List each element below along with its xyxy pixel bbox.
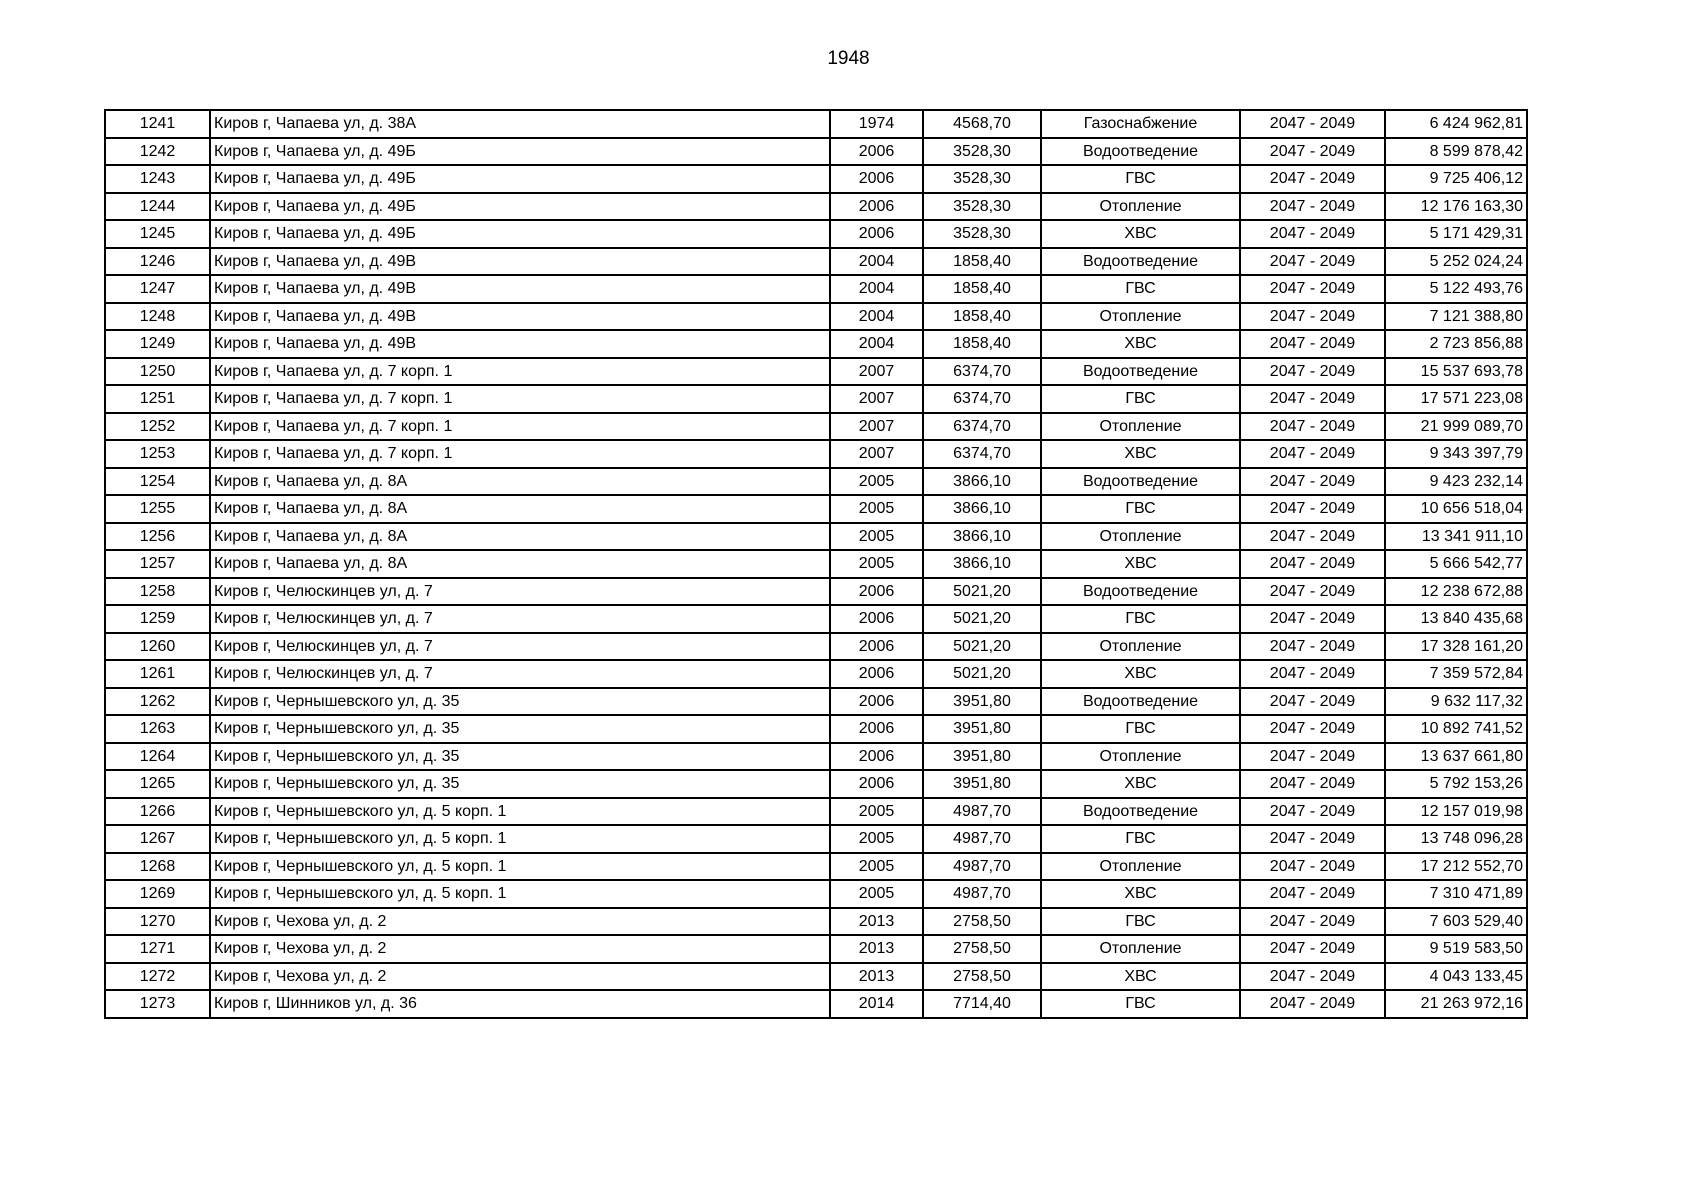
row-number-cell: 1243 bbox=[105, 165, 210, 193]
address-cell: Киров г, Чапаева ул, д. 8А bbox=[210, 523, 830, 551]
year-built-cell: 2004 bbox=[830, 330, 923, 358]
area-cell: 3866,10 bbox=[923, 468, 1041, 496]
row-number-cell: 1267 bbox=[105, 825, 210, 853]
address-cell: Киров г, Чернышевского ул, д. 5 корп. 1 bbox=[210, 853, 830, 881]
period-cell: 2047 - 2049 bbox=[1240, 633, 1385, 661]
table-row bbox=[105, 963, 1527, 991]
cost-cell: 17 571 223,08 bbox=[1385, 385, 1527, 413]
service-type-cell: Отопление bbox=[1041, 935, 1240, 963]
cost-cell: 12 157 019,98 bbox=[1385, 798, 1527, 826]
year-built-cell: 2007 bbox=[830, 385, 923, 413]
address-cell: Киров г, Чапаева ул, д. 49В bbox=[210, 303, 830, 331]
cost-cell: 9 725 406,12 bbox=[1385, 165, 1527, 193]
row-number-cell: 1264 bbox=[105, 743, 210, 771]
period-cell: 2047 - 2049 bbox=[1240, 743, 1385, 771]
cost-cell: 8 599 878,42 bbox=[1385, 138, 1527, 166]
row-number-cell: 1270 bbox=[105, 908, 210, 936]
year-built-cell: 2013 bbox=[830, 935, 923, 963]
year-built-cell: 2006 bbox=[830, 633, 923, 661]
cost-cell: 10 892 741,52 bbox=[1385, 715, 1527, 743]
area-cell: 3951,80 bbox=[923, 688, 1041, 716]
period-cell: 2047 - 2049 bbox=[1240, 330, 1385, 358]
row-number-cell: 1261 bbox=[105, 660, 210, 688]
period-cell: 2047 - 2049 bbox=[1240, 798, 1385, 826]
cost-cell: 9 632 117,32 bbox=[1385, 688, 1527, 716]
year-built-cell: 2007 bbox=[830, 358, 923, 386]
table-row bbox=[105, 413, 1527, 441]
row-number-cell: 1263 bbox=[105, 715, 210, 743]
row-number-cell: 1262 bbox=[105, 688, 210, 716]
period-cell: 2047 - 2049 bbox=[1240, 165, 1385, 193]
row-number-cell: 1254 bbox=[105, 468, 210, 496]
area-cell: 6374,70 bbox=[923, 440, 1041, 468]
table-row bbox=[105, 935, 1527, 963]
period-cell: 2047 - 2049 bbox=[1240, 825, 1385, 853]
row-number-cell: 1250 bbox=[105, 358, 210, 386]
table-row bbox=[105, 358, 1527, 386]
address-cell: Киров г, Чапаева ул, д. 7 корп. 1 bbox=[210, 358, 830, 386]
table-row bbox=[105, 275, 1527, 303]
year-built-cell: 2005 bbox=[830, 468, 923, 496]
row-number-cell: 1273 bbox=[105, 990, 210, 1018]
address-cell: Киров г, Чехова ул, д. 2 bbox=[210, 908, 830, 936]
area-cell: 6374,70 bbox=[923, 358, 1041, 386]
table-row bbox=[105, 798, 1527, 826]
period-cell: 2047 - 2049 bbox=[1240, 990, 1385, 1018]
year-built-cell: 2004 bbox=[830, 248, 923, 276]
cost-cell: 5 122 493,76 bbox=[1385, 275, 1527, 303]
service-type-cell: ГВС bbox=[1041, 385, 1240, 413]
period-cell: 2047 - 2049 bbox=[1240, 220, 1385, 248]
row-number-cell: 1255 bbox=[105, 495, 210, 523]
area-cell: 3528,30 bbox=[923, 220, 1041, 248]
row-number-cell: 1256 bbox=[105, 523, 210, 551]
address-cell: Киров г, Чапаева ул, д. 8А bbox=[210, 495, 830, 523]
area-cell: 3866,10 bbox=[923, 550, 1041, 578]
address-cell: Киров г, Челюскинцев ул, д. 7 bbox=[210, 578, 830, 606]
service-type-cell: ХВС bbox=[1041, 660, 1240, 688]
period-cell: 2047 - 2049 bbox=[1240, 385, 1385, 413]
cost-cell: 9 343 397,79 bbox=[1385, 440, 1527, 468]
table-row bbox=[105, 688, 1527, 716]
area-cell: 4987,70 bbox=[923, 798, 1041, 826]
service-type-cell: ХВС bbox=[1041, 550, 1240, 578]
table-row bbox=[105, 220, 1527, 248]
table-row bbox=[105, 468, 1527, 496]
table-row bbox=[105, 743, 1527, 771]
row-number-cell: 1241 bbox=[105, 110, 210, 138]
period-cell: 2047 - 2049 bbox=[1240, 880, 1385, 908]
year-built-cell: 2004 bbox=[830, 303, 923, 331]
period-cell: 2047 - 2049 bbox=[1240, 935, 1385, 963]
area-cell: 3951,80 bbox=[923, 743, 1041, 771]
year-built-cell: 2006 bbox=[830, 743, 923, 771]
address-cell: Киров г, Чапаева ул, д. 8А bbox=[210, 468, 830, 496]
area-cell: 3951,80 bbox=[923, 770, 1041, 798]
address-cell: Киров г, Чернышевского ул, д. 5 корп. 1 bbox=[210, 880, 830, 908]
area-cell: 6374,70 bbox=[923, 385, 1041, 413]
address-cell: Киров г, Чапаева ул, д. 49В bbox=[210, 330, 830, 358]
service-type-cell: ГВС bbox=[1041, 605, 1240, 633]
period-cell: 2047 - 2049 bbox=[1240, 275, 1385, 303]
service-type-cell: ГВС bbox=[1041, 825, 1240, 853]
table-row bbox=[105, 633, 1527, 661]
row-number-cell: 1249 bbox=[105, 330, 210, 358]
area-cell: 5021,20 bbox=[923, 605, 1041, 633]
cost-cell: 21 999 089,70 bbox=[1385, 413, 1527, 441]
service-type-cell: ХВС bbox=[1041, 440, 1240, 468]
year-built-cell: 2007 bbox=[830, 440, 923, 468]
cost-cell: 13 840 435,68 bbox=[1385, 605, 1527, 633]
address-cell: Киров г, Чехова ул, д. 2 bbox=[210, 963, 830, 991]
address-cell: Киров г, Чернышевского ул, д. 35 bbox=[210, 688, 830, 716]
address-cell: Киров г, Чапаева ул, д. 49В bbox=[210, 248, 830, 276]
row-number-cell: 1252 bbox=[105, 413, 210, 441]
address-cell: Киров г, Чапаева ул, д. 49Б bbox=[210, 138, 830, 166]
service-type-cell: ГВС bbox=[1041, 715, 1240, 743]
area-cell: 6374,70 bbox=[923, 413, 1041, 441]
row-number-cell: 1265 bbox=[105, 770, 210, 798]
table-body bbox=[105, 110, 1527, 1018]
period-cell: 2047 - 2049 bbox=[1240, 715, 1385, 743]
cost-cell: 21 263 972,16 bbox=[1385, 990, 1527, 1018]
year-built-cell: 2005 bbox=[830, 798, 923, 826]
service-type-cell: ГВС bbox=[1041, 275, 1240, 303]
cost-cell: 17 328 161,20 bbox=[1385, 633, 1527, 661]
table-row bbox=[105, 248, 1527, 276]
cost-cell: 12 176 163,30 bbox=[1385, 193, 1527, 221]
cost-cell: 7 359 572,84 bbox=[1385, 660, 1527, 688]
service-type-cell: ГВС bbox=[1041, 908, 1240, 936]
row-number-cell: 1259 bbox=[105, 605, 210, 633]
table-row bbox=[105, 110, 1527, 138]
row-number-cell: 1242 bbox=[105, 138, 210, 166]
area-cell: 1858,40 bbox=[923, 248, 1041, 276]
year-built-cell: 1974 bbox=[830, 110, 923, 138]
period-cell: 2047 - 2049 bbox=[1240, 110, 1385, 138]
area-cell: 1858,40 bbox=[923, 303, 1041, 331]
period-cell: 2047 - 2049 bbox=[1240, 468, 1385, 496]
row-number-cell: 1253 bbox=[105, 440, 210, 468]
service-type-cell: Водоотведение bbox=[1041, 248, 1240, 276]
page-number: 1948 bbox=[827, 48, 870, 69]
service-type-cell: Водоотведение bbox=[1041, 358, 1240, 386]
address-cell: Киров г, Чапаева ул, д. 49Б bbox=[210, 220, 830, 248]
row-number-cell: 1260 bbox=[105, 633, 210, 661]
cost-cell: 13 748 096,28 bbox=[1385, 825, 1527, 853]
cost-cell: 10 656 518,04 bbox=[1385, 495, 1527, 523]
year-built-cell: 2006 bbox=[830, 660, 923, 688]
table-row bbox=[105, 853, 1527, 881]
service-type-cell: ГВС bbox=[1041, 495, 1240, 523]
service-type-cell: Отопление bbox=[1041, 303, 1240, 331]
address-cell: Киров г, Чернышевского ул, д. 35 bbox=[210, 715, 830, 743]
table-row bbox=[105, 770, 1527, 798]
address-cell: Киров г, Чапаева ул, д. 49Б bbox=[210, 193, 830, 221]
service-type-cell: Отопление bbox=[1041, 413, 1240, 441]
area-cell: 4568,70 bbox=[923, 110, 1041, 138]
area-cell: 2758,50 bbox=[923, 908, 1041, 936]
table-row bbox=[105, 165, 1527, 193]
table-row bbox=[105, 138, 1527, 166]
area-cell: 3528,30 bbox=[923, 165, 1041, 193]
period-cell: 2047 - 2049 bbox=[1240, 193, 1385, 221]
cost-cell: 7 603 529,40 bbox=[1385, 908, 1527, 936]
area-cell: 3866,10 bbox=[923, 495, 1041, 523]
row-number-cell: 1271 bbox=[105, 935, 210, 963]
period-cell: 2047 - 2049 bbox=[1240, 660, 1385, 688]
table-row bbox=[105, 578, 1527, 606]
service-type-cell: Водоотведение bbox=[1041, 578, 1240, 606]
service-type-cell: Отопление bbox=[1041, 193, 1240, 221]
service-type-cell: Водоотведение bbox=[1041, 468, 1240, 496]
address-cell: Киров г, Чернышевского ул, д. 35 bbox=[210, 770, 830, 798]
cost-cell: 15 537 693,78 bbox=[1385, 358, 1527, 386]
repair-schedule-table bbox=[104, 109, 1528, 1019]
address-cell: Киров г, Чехова ул, д. 2 bbox=[210, 935, 830, 963]
cost-cell: 9 519 583,50 bbox=[1385, 935, 1527, 963]
period-cell: 2047 - 2049 bbox=[1240, 688, 1385, 716]
service-type-cell: ХВС bbox=[1041, 770, 1240, 798]
year-built-cell: 2005 bbox=[830, 523, 923, 551]
area-cell: 5021,20 bbox=[923, 660, 1041, 688]
row-number-cell: 1246 bbox=[105, 248, 210, 276]
table-row bbox=[105, 825, 1527, 853]
table-row bbox=[105, 990, 1527, 1018]
cost-cell: 5 252 024,24 bbox=[1385, 248, 1527, 276]
period-cell: 2047 - 2049 bbox=[1240, 495, 1385, 523]
row-number-cell: 1266 bbox=[105, 798, 210, 826]
service-type-cell: Отопление bbox=[1041, 523, 1240, 551]
cost-cell: 9 423 232,14 bbox=[1385, 468, 1527, 496]
area-cell: 1858,40 bbox=[923, 330, 1041, 358]
cost-cell: 13 637 661,80 bbox=[1385, 743, 1527, 771]
address-cell: Киров г, Чапаева ул, д. 7 корп. 1 bbox=[210, 413, 830, 441]
service-type-cell: ХВС bbox=[1041, 880, 1240, 908]
address-cell: Киров г, Чапаева ул, д. 49Б bbox=[210, 165, 830, 193]
area-cell: 4987,70 bbox=[923, 825, 1041, 853]
table-row bbox=[105, 908, 1527, 936]
year-built-cell: 2005 bbox=[830, 550, 923, 578]
year-built-cell: 2005 bbox=[830, 825, 923, 853]
table-row bbox=[105, 193, 1527, 221]
cost-cell: 13 341 911,10 bbox=[1385, 523, 1527, 551]
year-built-cell: 2007 bbox=[830, 413, 923, 441]
row-number-cell: 1247 bbox=[105, 275, 210, 303]
cost-cell: 12 238 672,88 bbox=[1385, 578, 1527, 606]
service-type-cell: Водоотведение bbox=[1041, 688, 1240, 716]
cost-cell: 5 666 542,77 bbox=[1385, 550, 1527, 578]
period-cell: 2047 - 2049 bbox=[1240, 770, 1385, 798]
table-row bbox=[105, 385, 1527, 413]
area-cell: 2758,50 bbox=[923, 935, 1041, 963]
year-built-cell: 2006 bbox=[830, 138, 923, 166]
cost-cell: 2 723 856,88 bbox=[1385, 330, 1527, 358]
row-number-cell: 1258 bbox=[105, 578, 210, 606]
area-cell: 4987,70 bbox=[923, 880, 1041, 908]
address-cell: Киров г, Чапаева ул, д. 49В bbox=[210, 275, 830, 303]
address-cell: Киров г, Челюскинцев ул, д. 7 bbox=[210, 605, 830, 633]
year-built-cell: 2006 bbox=[830, 605, 923, 633]
table-row bbox=[105, 495, 1527, 523]
area-cell: 4987,70 bbox=[923, 853, 1041, 881]
year-built-cell: 2006 bbox=[830, 193, 923, 221]
period-cell: 2047 - 2049 bbox=[1240, 550, 1385, 578]
period-cell: 2047 - 2049 bbox=[1240, 605, 1385, 633]
table-row bbox=[105, 605, 1527, 633]
period-cell: 2047 - 2049 bbox=[1240, 853, 1385, 881]
period-cell: 2047 - 2049 bbox=[1240, 303, 1385, 331]
area-cell: 3528,30 bbox=[923, 193, 1041, 221]
service-type-cell: Отопление bbox=[1041, 633, 1240, 661]
year-built-cell: 2005 bbox=[830, 495, 923, 523]
cost-cell: 7 121 388,80 bbox=[1385, 303, 1527, 331]
service-type-cell: ГВС bbox=[1041, 165, 1240, 193]
row-number-cell: 1244 bbox=[105, 193, 210, 221]
area-cell: 3866,10 bbox=[923, 523, 1041, 551]
year-built-cell: 2006 bbox=[830, 770, 923, 798]
cost-cell: 17 212 552,70 bbox=[1385, 853, 1527, 881]
year-built-cell: 2013 bbox=[830, 908, 923, 936]
service-type-cell: Водоотведение bbox=[1041, 138, 1240, 166]
row-number-cell: 1257 bbox=[105, 550, 210, 578]
year-built-cell: 2004 bbox=[830, 275, 923, 303]
table-row bbox=[105, 303, 1527, 331]
address-cell: Киров г, Шинников ул, д. 36 bbox=[210, 990, 830, 1018]
year-built-cell: 2006 bbox=[830, 715, 923, 743]
cost-cell: 5 171 429,31 bbox=[1385, 220, 1527, 248]
table-row bbox=[105, 550, 1527, 578]
cost-cell: 6 424 962,81 bbox=[1385, 110, 1527, 138]
row-number-cell: 1272 bbox=[105, 963, 210, 991]
period-cell: 2047 - 2049 bbox=[1240, 578, 1385, 606]
year-built-cell: 2005 bbox=[830, 853, 923, 881]
service-type-cell: ХВС bbox=[1041, 220, 1240, 248]
area-cell: 3951,80 bbox=[923, 715, 1041, 743]
year-built-cell: 2005 bbox=[830, 880, 923, 908]
address-cell: Киров г, Чапаева ул, д. 7 корп. 1 bbox=[210, 440, 830, 468]
address-cell: Киров г, Челюскинцев ул, д. 7 bbox=[210, 633, 830, 661]
year-built-cell: 2013 bbox=[830, 963, 923, 991]
service-type-cell: Отопление bbox=[1041, 853, 1240, 881]
address-cell: Киров г, Чапаева ул, д. 8А bbox=[210, 550, 830, 578]
table-row bbox=[105, 660, 1527, 688]
period-cell: 2047 - 2049 bbox=[1240, 963, 1385, 991]
cost-cell: 7 310 471,89 bbox=[1385, 880, 1527, 908]
year-built-cell: 2006 bbox=[830, 578, 923, 606]
service-type-cell: Отопление bbox=[1041, 743, 1240, 771]
table-row bbox=[105, 440, 1527, 468]
service-type-cell: ХВС bbox=[1041, 963, 1240, 991]
row-number-cell: 1248 bbox=[105, 303, 210, 331]
period-cell: 2047 - 2049 bbox=[1240, 440, 1385, 468]
address-cell: Киров г, Чапаева ул, д. 7 корп. 1 bbox=[210, 385, 830, 413]
service-type-cell: Водоотведение bbox=[1041, 798, 1240, 826]
address-cell: Киров г, Чернышевского ул, д. 35 bbox=[210, 743, 830, 771]
period-cell: 2047 - 2049 bbox=[1240, 523, 1385, 551]
service-type-cell: Газоснабжение bbox=[1041, 110, 1240, 138]
year-built-cell: 2006 bbox=[830, 688, 923, 716]
row-number-cell: 1268 bbox=[105, 853, 210, 881]
area-cell: 3528,30 bbox=[923, 138, 1041, 166]
year-built-cell: 2006 bbox=[830, 220, 923, 248]
area-cell: 2758,50 bbox=[923, 963, 1041, 991]
area-cell: 1858,40 bbox=[923, 275, 1041, 303]
area-cell: 5021,20 bbox=[923, 633, 1041, 661]
table-row bbox=[105, 715, 1527, 743]
service-type-cell: ХВС bbox=[1041, 330, 1240, 358]
period-cell: 2047 - 2049 bbox=[1240, 908, 1385, 936]
table-row bbox=[105, 330, 1527, 358]
service-type-cell: ГВС bbox=[1041, 990, 1240, 1018]
cost-cell: 5 792 153,26 bbox=[1385, 770, 1527, 798]
row-number-cell: 1269 bbox=[105, 880, 210, 908]
row-number-cell: 1245 bbox=[105, 220, 210, 248]
address-cell: Киров г, Чапаева ул, д. 38А bbox=[210, 110, 830, 138]
address-cell: Киров г, Чернышевского ул, д. 5 корп. 1 bbox=[210, 798, 830, 826]
address-cell: Киров г, Челюскинцев ул, д. 7 bbox=[210, 660, 830, 688]
address-cell: Киров г, Чернышевского ул, д. 5 корп. 1 bbox=[210, 825, 830, 853]
year-built-cell: 2006 bbox=[830, 165, 923, 193]
period-cell: 2047 - 2049 bbox=[1240, 413, 1385, 441]
row-number-cell: 1251 bbox=[105, 385, 210, 413]
year-built-cell: 2014 bbox=[830, 990, 923, 1018]
period-cell: 2047 - 2049 bbox=[1240, 138, 1385, 166]
cost-cell: 4 043 133,45 bbox=[1385, 963, 1527, 991]
period-cell: 2047 - 2049 bbox=[1240, 248, 1385, 276]
area-cell: 5021,20 bbox=[923, 578, 1041, 606]
area-cell: 7714,40 bbox=[923, 990, 1041, 1018]
period-cell: 2047 - 2049 bbox=[1240, 358, 1385, 386]
table-row bbox=[105, 880, 1527, 908]
table-row bbox=[105, 523, 1527, 551]
